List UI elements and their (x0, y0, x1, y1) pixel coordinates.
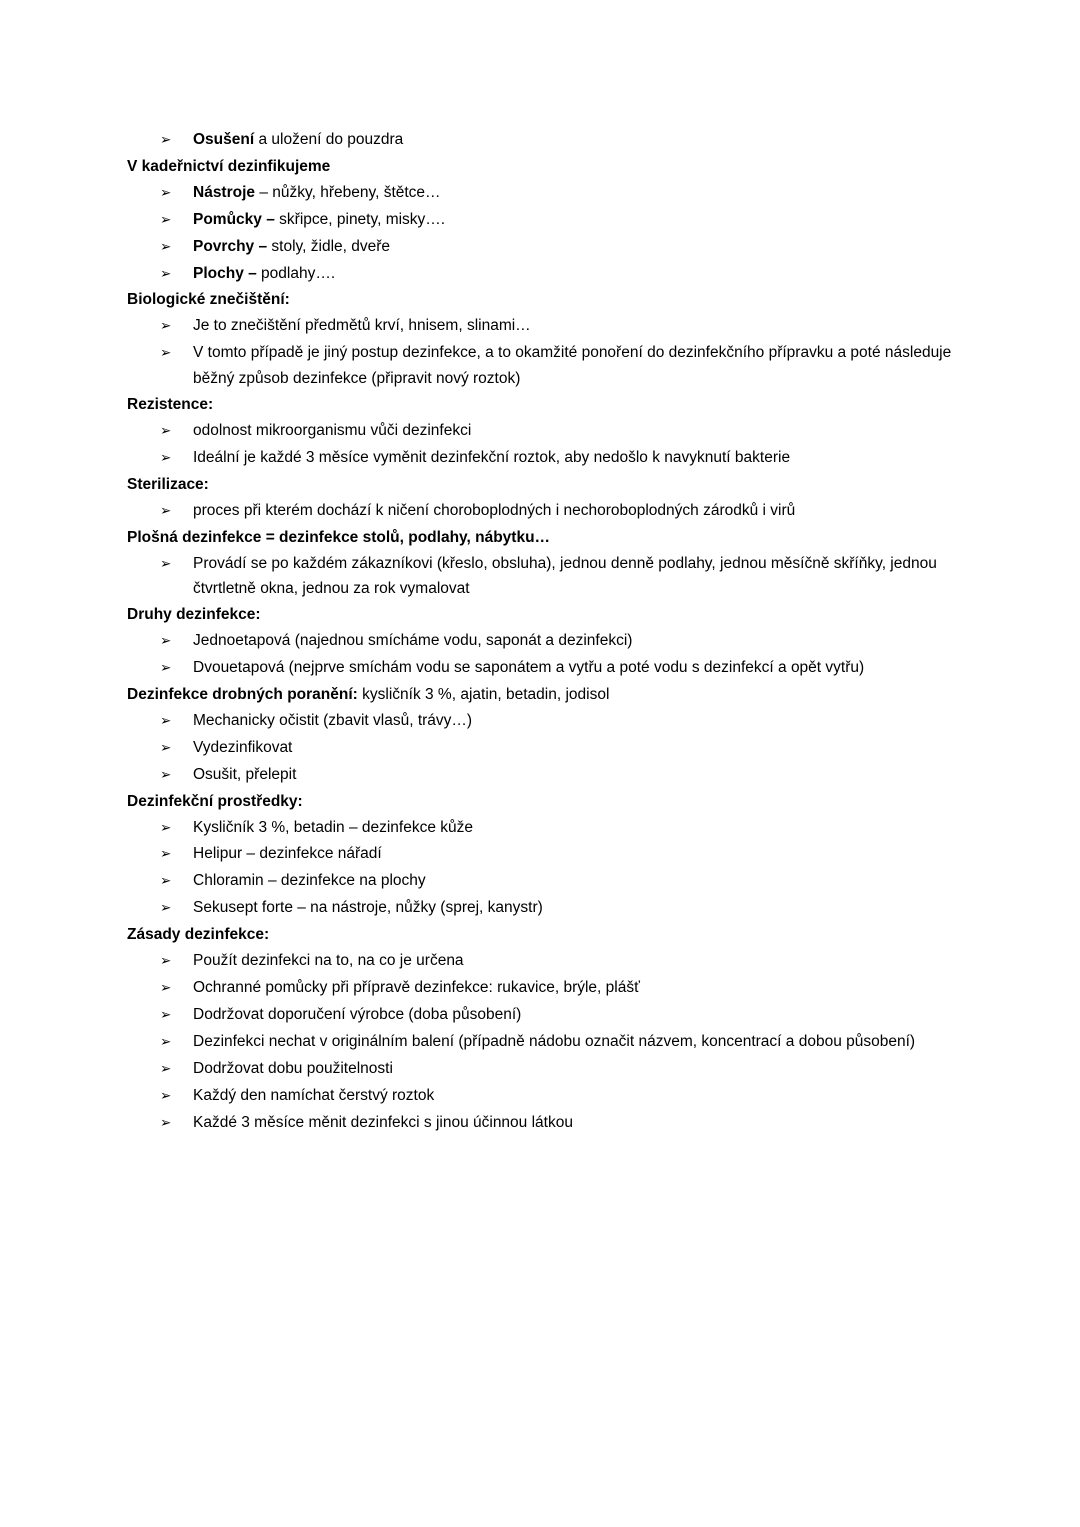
list-item-text (193, 948, 960, 974)
list-item-text (193, 1083, 960, 1109)
list-item (127, 868, 960, 895)
list-item (127, 762, 960, 789)
arrow-bullet-icon: ➢ (160, 1114, 172, 1131)
list-item (127, 735, 960, 762)
text-segment: odolnost mikroorganismu vůči dezinfekci (193, 421, 472, 439)
list-item-text (193, 234, 960, 260)
text-segment-bold: Plošná dezinfekce = dezinfekce stolů, podlahy, nábytku… (127, 528, 551, 546)
list-item (127, 234, 960, 261)
arrow-bullet-icon: ➢ (160, 953, 172, 970)
arrow-bullet-icon: ➢ (160, 318, 172, 335)
list-item-text (193, 1002, 960, 1028)
text-segment: Dezinfekci nechat v originálním balení (případně nádobu označit názvem, koncentrací a dobou působení) (193, 1032, 916, 1050)
list-item (127, 841, 960, 868)
arrow-bullet-icon: ➢ (160, 766, 172, 783)
text-segment: V tomto případě je jiný postup dezinfekce, a to okamžité ponoření do dezinfekčního přípravku a poté následuje běžný způsob dezinfekce (připravit nový roztok) (193, 344, 952, 388)
list-item-text (193, 498, 960, 524)
arrow-bullet-icon: ➢ (160, 660, 172, 677)
arrow-bullet-icon: ➢ (160, 739, 172, 756)
text-segment-bold: Dezinfekce drobných poranění: (127, 686, 358, 704)
arrow-bullet-icon: ➢ (160, 345, 172, 362)
text-segment: Sekusept forte – na nástroje, nůžky (sprej, kanystr) (193, 899, 543, 917)
list-item (127, 1110, 960, 1137)
arrow-bullet-icon: ➢ (160, 819, 172, 836)
text-segment-bold: Biologické znečištění: (127, 291, 290, 309)
list-item-text (193, 445, 960, 471)
arrow-bullet-icon: ➢ (160, 633, 172, 650)
arrow-bullet-icon: ➢ (160, 555, 172, 572)
arrow-bullet-icon: ➢ (160, 422, 172, 439)
list-item-text (193, 868, 960, 894)
text-segment: stoly, židle, dveře (267, 237, 391, 255)
text-segment-bold: Sterilizace: (127, 475, 209, 493)
list-item (127, 708, 960, 735)
list-item (127, 207, 960, 234)
section-heading (127, 472, 960, 498)
list-item (127, 1056, 960, 1083)
text-segment: Každý den namíchat čerstvý roztok (193, 1086, 435, 1104)
list-item-text (193, 207, 960, 233)
text-segment: Dodržovat dobu použitelnosti (193, 1059, 393, 1077)
section-heading (127, 287, 960, 313)
arrow-bullet-icon: ➢ (160, 1033, 172, 1050)
section-heading (127, 602, 960, 628)
text-segment: Použít dezinfekci na to, na co je určena (193, 952, 464, 970)
list-item-text (193, 628, 960, 654)
list-item (127, 180, 960, 207)
list-item-text (193, 1029, 960, 1055)
list-item-text (193, 815, 960, 841)
list-item-text (193, 735, 960, 761)
list-item-text (193, 313, 960, 339)
list-item (127, 948, 960, 975)
arrow-bullet-icon: ➢ (160, 1006, 172, 1023)
list-item (127, 313, 960, 340)
list-item (127, 975, 960, 1002)
list-item (127, 1002, 960, 1029)
list-item-text (193, 261, 960, 287)
arrow-bullet-icon: ➢ (160, 238, 172, 255)
list-item-text (193, 708, 960, 734)
section-heading (127, 789, 960, 815)
text-segment: Vydezinfikovat (193, 738, 293, 756)
section-heading (127, 392, 960, 418)
list-item-text (193, 551, 960, 603)
section-heading (127, 154, 960, 180)
text-segment: Je to znečištění předmětů krví, hnisem, slinami… (193, 317, 531, 335)
list-item (127, 551, 960, 603)
list-item (127, 815, 960, 842)
list-item-text (193, 895, 960, 921)
text-segment: Osušit, přelepit (193, 765, 297, 783)
text-segment-bold: Rezistence: (127, 396, 214, 414)
text-segment-bold: Povrchy – (193, 237, 268, 255)
arrow-bullet-icon: ➢ (160, 1060, 172, 1077)
arrow-bullet-icon: ➢ (160, 873, 172, 890)
text-segment-bold: Plochy – (193, 264, 257, 282)
list-item-text (193, 180, 960, 206)
arrow-bullet-icon: ➢ (160, 211, 172, 228)
arrow-bullet-icon: ➢ (160, 265, 172, 282)
list-item (127, 895, 960, 922)
text-segment-bold: Nástroje (193, 183, 256, 201)
list-item-text (193, 1110, 960, 1136)
list-item (127, 628, 960, 655)
list-item-text (193, 975, 960, 1001)
list-item (127, 261, 960, 288)
list-item-text (193, 418, 960, 444)
list-item (127, 340, 960, 392)
text-segment: proces při kterém dochází k ničení choroboplodných i nechoroboplodných zárodků i virů (193, 501, 796, 519)
arrow-bullet-icon: ➢ (160, 1087, 172, 1104)
text-segment-bold: V kadeřnictví dezinfikujeme (127, 157, 331, 175)
section-heading (127, 525, 960, 551)
section-heading (127, 682, 960, 708)
arrow-bullet-icon: ➢ (160, 846, 172, 863)
text-segment: Každé 3 měsíce měnit dezinfekci s jinou účinnou látkou (193, 1113, 573, 1131)
arrow-bullet-icon: ➢ (160, 980, 172, 996)
text-segment: – nůžky, hřebeny, štětce… (255, 183, 441, 201)
arrow-bullet-icon: ➢ (160, 132, 172, 148)
text-segment: Chloramin – dezinfekce na plochy (193, 872, 426, 890)
arrow-bullet-icon: ➢ (160, 502, 172, 519)
text-segment: Dvouetapová (nejprve smíchám vodu se saponátem a vytřu a poté vodu s dezinfekcí a opět vytřu) (193, 659, 865, 677)
list-item-text (193, 762, 960, 788)
text-segment: kysličník 3 %, ajatin, betadin, jodisol (357, 686, 610, 704)
text-segment: Helipur – dezinfekce nářadí (193, 845, 382, 863)
text-segment: Kysličník 3 %, betadin – dezinfekce kůže (193, 818, 474, 836)
text-segment: a uložení do pouzdra (254, 131, 404, 148)
arrow-bullet-icon: ➢ (160, 712, 172, 729)
text-segment-bold: Osušení (193, 131, 255, 148)
document-content (127, 127, 960, 1136)
text-segment-bold: Dezinfekční prostředky: (127, 792, 303, 810)
list-item (127, 127, 960, 154)
text-segment-bold: Pomůcky – (193, 210, 275, 228)
text-segment: Ochranné pomůcky při přípravě dezinfekce: rukavice, brýle, plášť (193, 979, 640, 996)
list-item (127, 1083, 960, 1110)
text-segment: podlahy…. (256, 264, 336, 282)
text-segment: Dodržovat doporučení výrobce (doba působení) (193, 1005, 522, 1023)
text-segment-bold: Zásady dezinfekce: (127, 926, 270, 944)
text-segment: Ideální je každé 3 měsíce vyměnit dezinfekční roztok, aby nedošlo k navyknutí bakterie (193, 448, 791, 466)
list-item (127, 445, 960, 472)
text-segment: Provádí se po každém zákazníkovi (křeslo, obsluha), jednou denně podlahy, jednou měsíčně skříňky, jednou čtvrtletně okna, jednou za rok vymalovat (193, 554, 937, 598)
arrow-bullet-icon: ➢ (160, 900, 172, 917)
list-item-text (193, 127, 960, 153)
arrow-bullet-icon: ➢ (160, 184, 172, 201)
list-item-text (193, 1056, 960, 1082)
text-segment: Mechanicky očistit (zbavit vlasů, trávy…) (193, 711, 473, 729)
list-item-text (193, 655, 960, 681)
list-item-text (193, 340, 960, 392)
arrow-bullet-icon: ➢ (160, 449, 172, 466)
text-segment: skřipce, pinety, misky…. (274, 210, 446, 228)
text-segment: Jednoetapová (najednou smícháme vodu, saponát a dezinfekci) (193, 632, 633, 650)
list-item (127, 418, 960, 445)
text-segment-bold: Druhy dezinfekce: (127, 606, 261, 624)
list-item-text (193, 841, 960, 867)
list-item (127, 498, 960, 525)
list-item (127, 1029, 960, 1056)
section-heading (127, 922, 960, 948)
list-item (127, 655, 960, 682)
